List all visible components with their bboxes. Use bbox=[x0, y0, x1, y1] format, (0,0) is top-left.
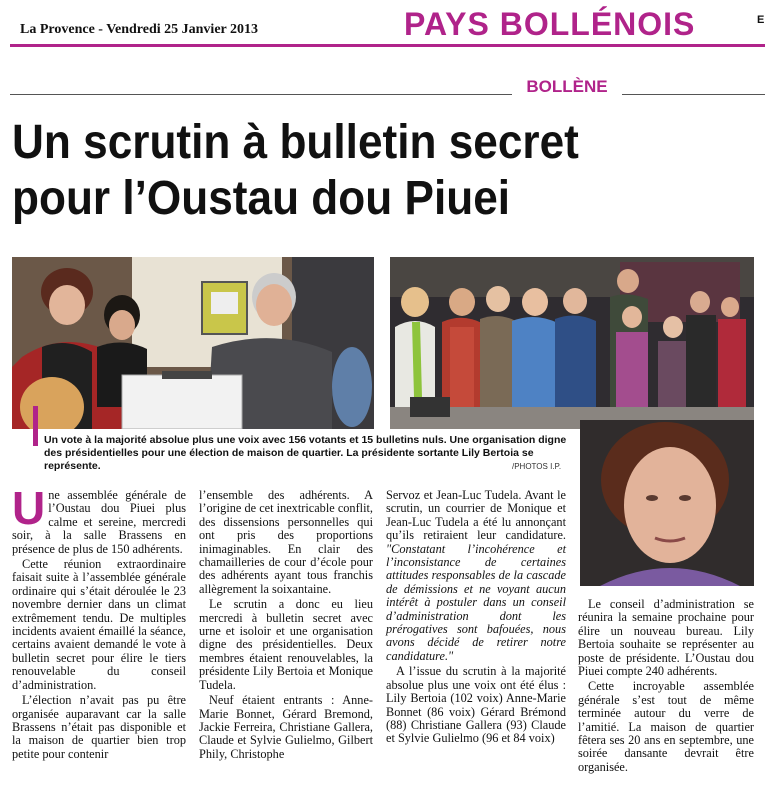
newspaper-dateline: La Provence - Vendredi 25 Janvier 2013 bbox=[20, 22, 258, 37]
article-paragraph: Le scrutin a donc eu lieu mercredi à bulletin secret avec urne et isoloir et une organisation digne des présidentielles. Deux membres étaient renouvelables, la présidente Lily Bertoia et Monique Tudela. bbox=[199, 597, 373, 692]
section-rule bbox=[10, 94, 765, 95]
article-paragraph: Cette réunion extraordinaire faisait suite à l’assemblée générale ordinaire qui s’était déroulée le 23 novembre dernier dans un climat extrêmement tendu. De multiples incidents avaient émaillé la séance, certains avaient demandé le vote à bulletin secret pour élire le tiers renouvelable du conseil d’administration. bbox=[12, 557, 186, 692]
top-rule bbox=[10, 44, 765, 47]
article-paragraph bbox=[386, 489, 566, 663]
photo-caption: Un vote à la majorité absolue plus une voix avec 156 votants et 15 bulletins nuls. Une organisation digne des présidentielles pour une élection de maison de quartier. La présidente sortante Lily Bertoia se représente. bbox=[44, 434, 567, 472]
article-paragraph: A l’issue du scrutin à la majorité absolue plus une voix ont été élus : Lily Bertoia (102 voix) Anne-Marie Bonnet (86 voix) Gérard Brémond (88) Christiane Gallera (93) Claude et Sylvie Gulielmo (96 et 84 voix) bbox=[386, 664, 566, 746]
page-edge-letter: E bbox=[757, 14, 765, 26]
paragraph-text: ne assemblée générale de l’Oustau dou Piuei plus calme et sereine, mercredi soir, à la salle Brassens en présence de plus de 150 adhérents. bbox=[12, 488, 186, 556]
quoted-statement: "Constatant l’incohérence et l’inconsistance de certaines attitudes responsables de la cascade de démissions et ne voyant aucun intérêt à postuler dans un conseil d’administration dont les prérogatives sont bafouées, nous avons décidé de retirer notre candidature." bbox=[386, 541, 566, 663]
photo-credit: /PHOTOS I.P. bbox=[512, 462, 562, 471]
photo-queue-of-voters bbox=[390, 257, 754, 429]
article-paragraph: L’élection n’avait pas pu être organisée auparavant car la salle Brassens n’était pas disponible et la maison de quartier bien trop petite pour contenir bbox=[12, 693, 186, 761]
article-column-2 bbox=[199, 489, 373, 763]
headline bbox=[12, 115, 693, 227]
town-tag: BOLLÈNE bbox=[512, 77, 622, 97]
article-column-1 bbox=[12, 482, 186, 763]
photo-portrait-president bbox=[580, 420, 754, 586]
article-paragraph: Le conseil d’administration se réunira la semaine prochaine pour élire un nouveau bureau. Lily Bertoia souhaite se représenter au poste de présidente. L’Oustau dou Piuei compte 240 adhérents. bbox=[578, 597, 754, 679]
paragraph-text: Servoz et Jean-Luc Tudela. Avant le scrutin, un courrier de Monique et Jean-Luc Tudela a été lu annonçant qu’ils retiraient leur candidature. bbox=[386, 488, 566, 543]
article-column-4 bbox=[578, 598, 754, 776]
article-paragraph: l’ensemble des adhérents. A l’origine de cet inextricable conflit, des dissensions personnelles qui ont pris des proportions inimaginables. En clair des chamailleries de cour d’école pour des adhérents ayant tous franchis allègrement la soixantaine. bbox=[199, 488, 373, 596]
section-banner: PAYS BOLLÉNOIS bbox=[404, 6, 696, 42]
article-paragraph bbox=[12, 482, 186, 556]
article-column-3 bbox=[386, 489, 566, 748]
headline-line-1: Un scrutin à bulletin secret bbox=[12, 116, 579, 169]
photo-ballot-box bbox=[12, 257, 374, 429]
headline-line-2: pour l’Oustau dou Piuei bbox=[12, 172, 511, 225]
caption-accent-bar bbox=[33, 406, 38, 446]
drop-cap: U bbox=[12, 482, 46, 534]
article-paragraph: Cette incroyable assemblée générale s’est tout de même terminée autour du verre de l’amitié. La maison de quartier fêtera ses 20 ans en septembre, une soirée dansante devrait être organisée. bbox=[578, 679, 754, 774]
article-paragraph: Neuf étaient entrants : Anne-Marie Bonnet, Gérard Bremond, Jackie Ferreira, Christiane Gallera, Claude et Sylvie Gulielmo, Gilbert Phily, Christophe bbox=[199, 693, 373, 761]
